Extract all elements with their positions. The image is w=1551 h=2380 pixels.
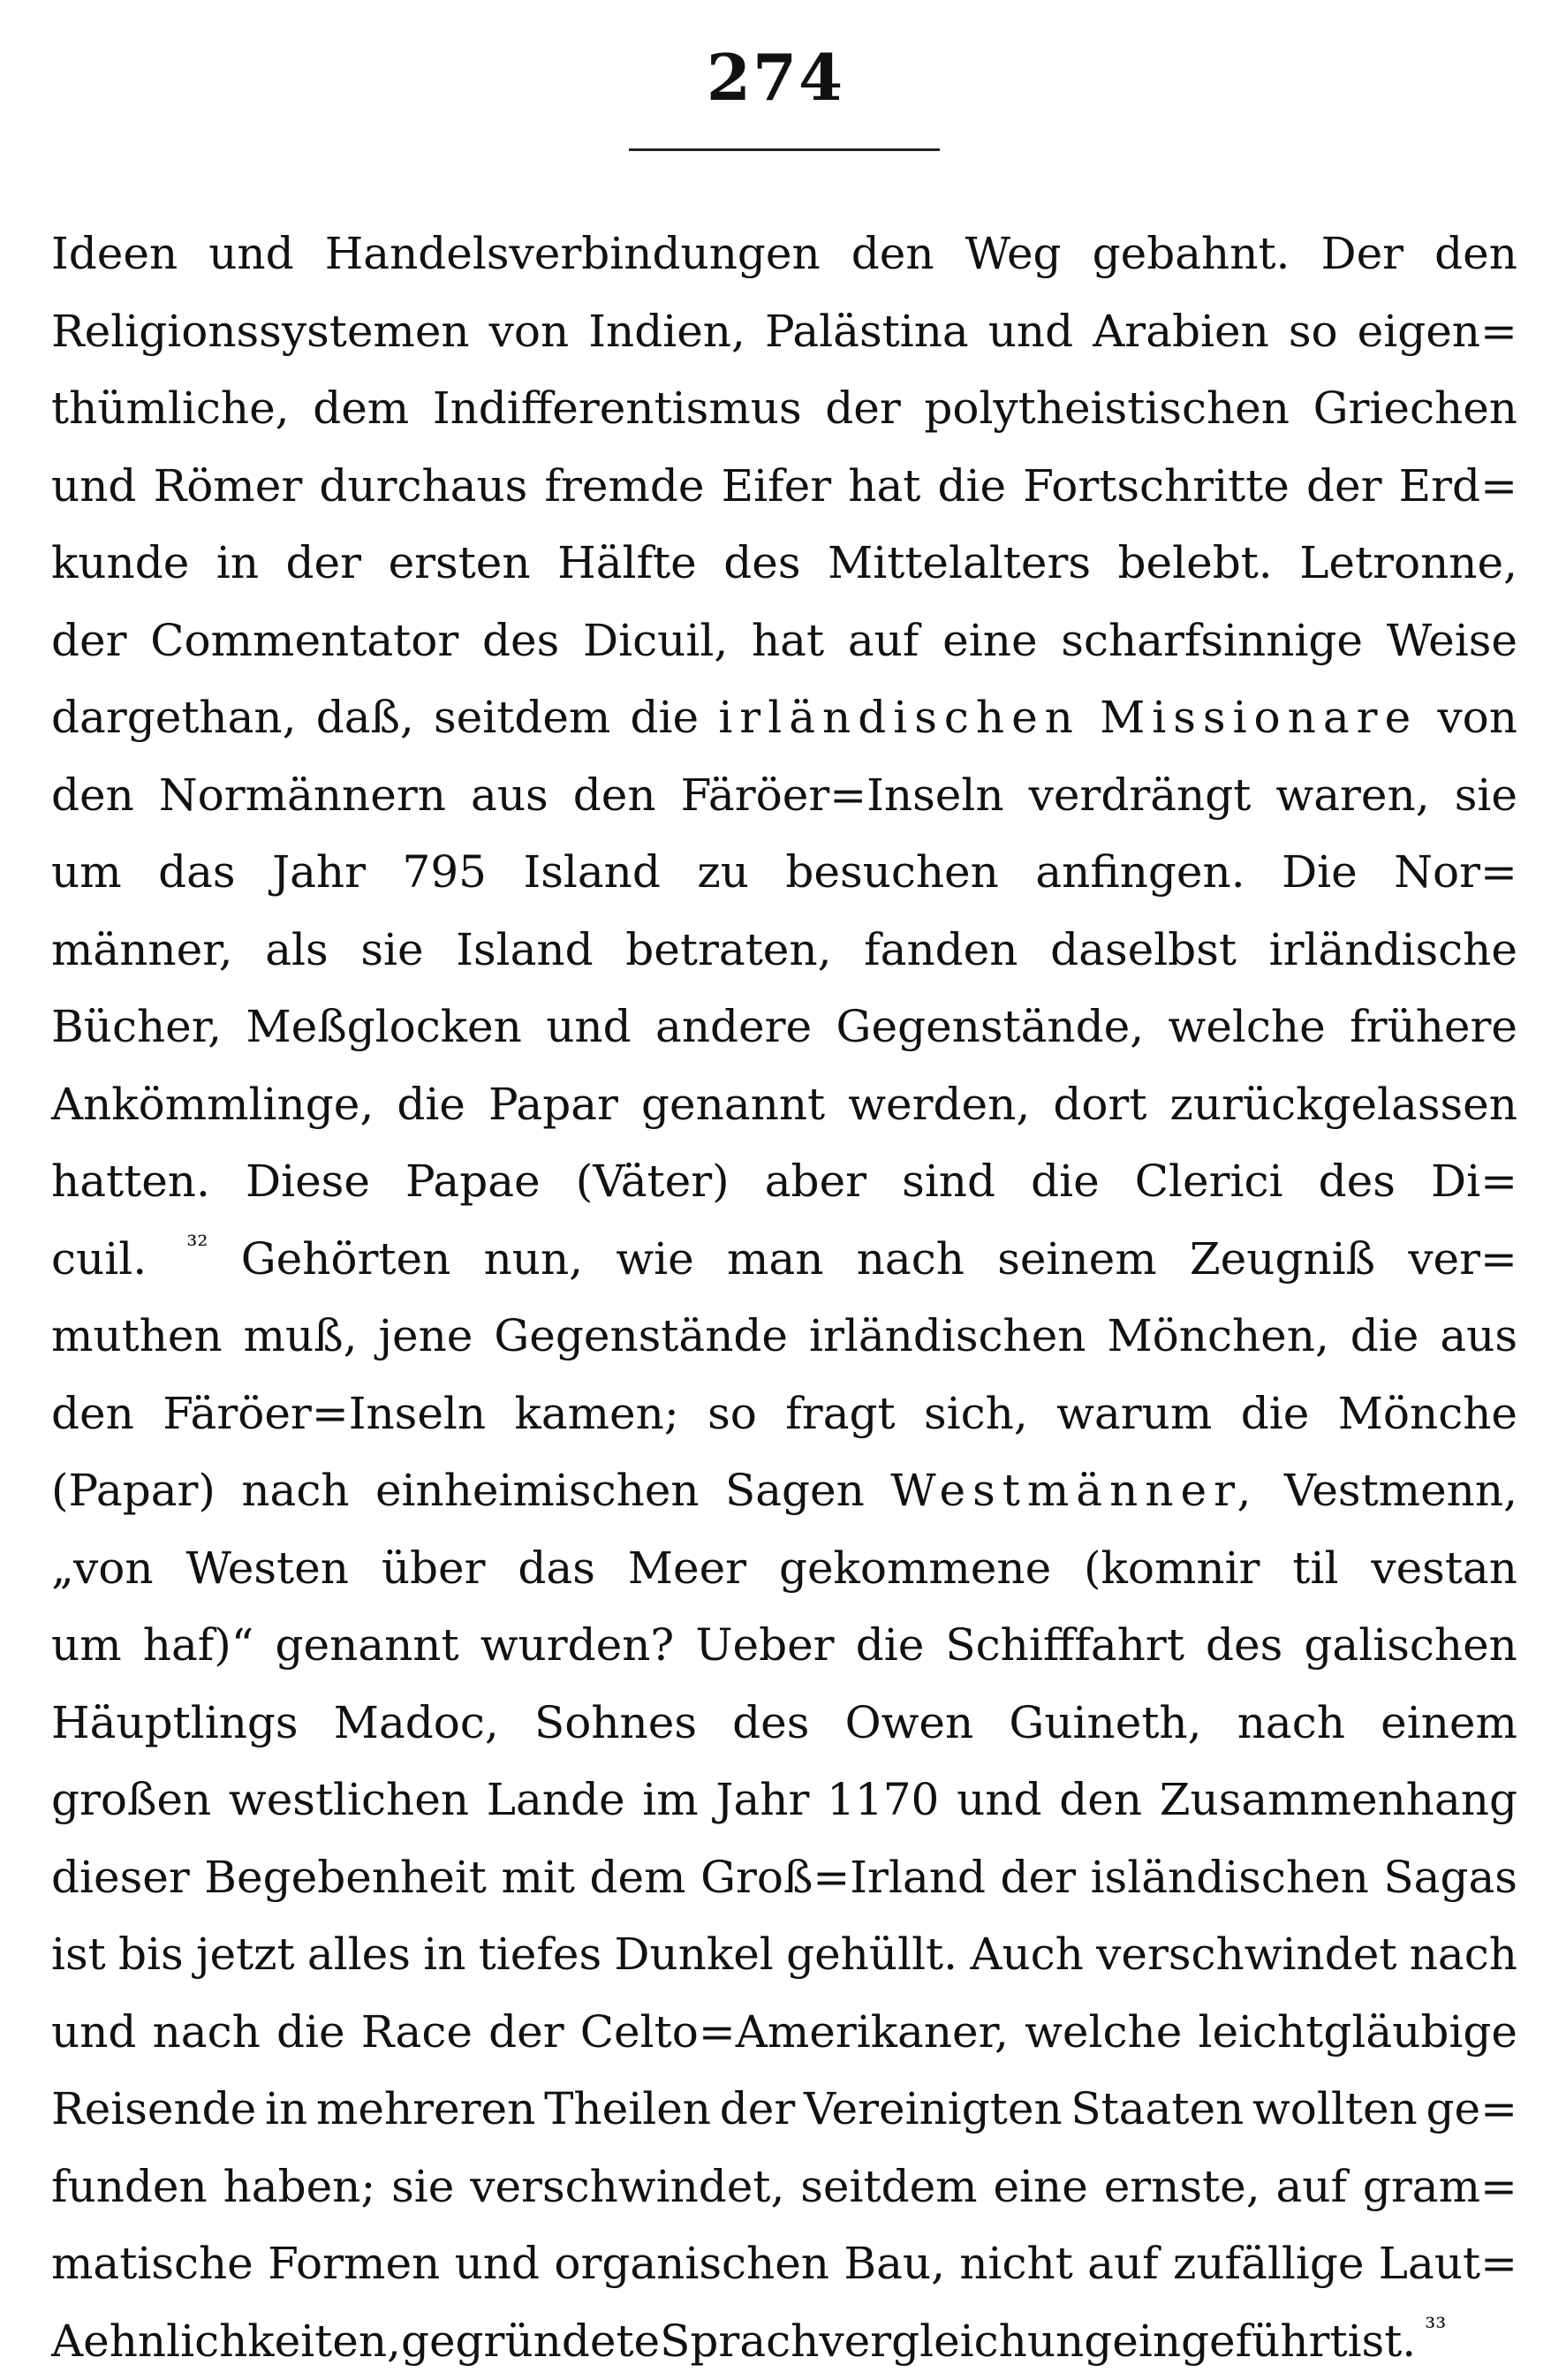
word: zu [697,834,749,912]
word: der [720,2071,796,2149]
word: nach [1410,1916,1517,1994]
word: Letronne, [1299,525,1517,603]
word: in [423,1916,465,1994]
word: Fortschritte [1023,448,1290,526]
word: wurden? [480,1607,675,1685]
word: auf [1275,2149,1347,2226]
text-line [51,1530,1517,1608]
word: Guineth, [1009,1685,1201,1762]
word: fremde [545,448,705,526]
word: auf [1087,2225,1159,2303]
text-line [51,989,1517,1066]
word: nach [1237,1685,1345,1762]
word: wollten [1252,2071,1418,2149]
word: ver= [1408,1221,1517,1299]
word: der [286,525,362,603]
word: das [518,1530,594,1608]
word: und [546,989,631,1066]
word: ge= [1426,2071,1518,2149]
word: die [276,1994,345,2072]
word: Sagen [725,1452,865,1530]
word: den [51,1376,134,1453]
word: Häuptlings [51,1685,299,1762]
word: kamen; [515,1376,679,1453]
word: zurückgelassen [1170,1066,1517,1144]
word: matische [51,2225,253,2303]
word: Normännern [159,757,446,835]
word: Palästina [765,293,969,371]
word: den [851,216,934,293]
word: Mönche [1338,1376,1517,1453]
word: Griechen [1313,370,1517,448]
word: seitdem [800,2149,977,2226]
word: den [1434,216,1517,293]
word: Papar [488,1066,618,1144]
word: Bücher, [51,989,222,1066]
word: 795 [403,834,487,912]
word: Lande [487,1762,625,1839]
word: anfingen. [1035,834,1245,912]
word: Nor= [1394,834,1517,912]
word: „von [51,1530,154,1608]
word: Mönchen, [1107,1298,1328,1376]
word: muß, [244,1298,358,1376]
word: des [1206,1607,1282,1685]
word: um [51,1607,122,1685]
word: andere [655,989,812,1066]
word: der [825,370,901,448]
word: fragt [785,1376,895,1453]
word: vestan [1371,1530,1517,1608]
word: aus [471,757,549,835]
footnote-ref: ³³ [1425,2290,1446,2368]
word: Island [456,912,593,989]
word: Indifferentismus [433,370,802,448]
word: sind [902,1143,995,1221]
word: des [482,603,559,680]
word: irländische [1269,912,1517,989]
word: Diese [246,1143,370,1221]
word: den [51,757,134,835]
word: sie [360,912,423,989]
word: die [397,1066,465,1144]
word: das [158,834,235,912]
word: nach [153,1994,261,2072]
text-line [51,370,1517,448]
word: Madoc, [334,1685,499,1762]
word: westlichen [229,1762,469,1839]
page-number: 274 [0,46,1551,110]
word: Zeugniß [1190,1221,1375,1299]
word: isländischen [1091,1839,1369,1917]
word: und [51,1994,136,2072]
word: leichtgläubige [1198,1994,1517,2072]
word: des [732,1685,809,1762]
word: so [707,1376,757,1453]
word: daß, [316,679,414,757]
word: ersten [389,525,531,603]
text-line [51,1685,1517,1762]
text-line [51,216,1517,293]
word: in [265,2071,307,2149]
word: Mittelalters [828,525,1091,603]
word: auf [848,603,919,680]
word: von [1437,679,1517,757]
word: man [727,1221,823,1299]
word: polytheistischen [924,370,1290,448]
text-line [51,1916,1517,1994]
word: seitdem [434,679,610,757]
word: Sprachvergleichung [660,2303,1112,2380]
word: Vestmenn, [1284,1452,1517,1530]
word: gram= [1363,2149,1517,2226]
word: der [51,603,127,680]
word: die [1031,1143,1100,1221]
word: (Papar) [51,1452,216,1530]
word: Weise [1387,603,1517,680]
word: dem [313,370,409,448]
word: gehüllt. [786,1916,957,1994]
text-line [51,2071,1517,2149]
word: Theilen [544,2071,711,2149]
word: Island [523,834,660,912]
text-line [51,1839,1517,1917]
word: nun, [484,1221,584,1299]
word: dem [590,1839,686,1917]
word: scharfsinnige [1061,603,1363,680]
word: Der [1321,216,1404,293]
word: (komnir [1084,1530,1260,1608]
word: Papae [405,1143,541,1221]
text-line [51,912,1517,989]
word: jene [378,1298,473,1376]
word: Reisende [51,2071,256,2149]
body-text [51,216,1517,2380]
word: Färöer=Inseln [681,757,1004,835]
word: nach [241,1452,349,1530]
word: (Väter) [576,1143,730,1221]
word: galischen [1304,1607,1517,1685]
word: und [988,293,1073,371]
word: betraten, [625,912,831,989]
word: die [938,448,1007,526]
word: Religionssystemen [51,293,470,371]
word: werden, [848,1066,1030,1144]
word: dargethan, [51,679,297,757]
word: dort [1053,1066,1146,1144]
word: sich, [924,1376,1028,1453]
word: als [265,912,328,989]
word: cuil. [51,1221,147,1299]
text-line [51,1298,1517,1376]
word: besuchen [785,834,998,912]
word: warum [1056,1376,1212,1453]
word: ernste, [1104,2149,1260,2226]
word: seinem [997,1221,1156,1299]
word: verschwindet, [470,2149,784,2226]
word: aber [765,1143,866,1221]
word: jetzt [196,1916,295,1994]
word: Owen [845,1685,974,1762]
word: Jahr [272,834,366,912]
word: Aehnlichkeiten, [51,2303,401,2380]
word: von [489,293,570,371]
word: haben; [223,2149,376,2226]
word: Meer [628,1530,746,1608]
word: Begebenheit [204,1839,487,1917]
word: Hälfte [557,525,697,603]
word: fanden [864,912,1018,989]
word: großen [51,1762,211,1839]
word: durchaus [319,448,527,526]
word: und [51,448,136,526]
word: die [856,1607,925,1685]
word: eingeführt [1112,2303,1347,2380]
text-line [51,679,1517,757]
word: mehreren [316,2071,535,2149]
word: so [1289,293,1338,371]
text-line [51,1994,1517,2072]
word: thümliche, [51,370,290,448]
word: Missionare [1100,679,1418,757]
word: die [631,679,700,757]
word: der [1001,1839,1077,1917]
word: tiefes [479,1916,601,1994]
word: waren, [1275,757,1429,835]
word: Vereinigten [804,2071,1063,2149]
word: welche [1025,1994,1182,2072]
word: über [382,1530,486,1608]
text-line [51,2225,1517,2303]
word: den [573,757,656,835]
word: und [208,216,293,293]
text-line [51,2303,1517,2380]
word: Schifffahrt [945,1607,1184,1685]
word: Gegenstände, [836,989,1145,1066]
text-line [51,1066,1517,1144]
word: Gehörten [241,1221,451,1299]
word: den [1059,1762,1142,1839]
word: die [1241,1376,1310,1453]
word: ist [51,1916,106,1994]
word: haf)“ [143,1607,254,1685]
footnote-ref: ³² [186,1208,208,1285]
word: irländischen [718,679,1080,757]
word: Meßglocken [246,989,521,1066]
word: Jahr [715,1762,809,1839]
text-line [51,834,1517,912]
word: Gegenstände [494,1298,788,1376]
word: Sohnes [534,1685,697,1762]
word: eine [942,603,1037,680]
word: aus [1440,1298,1517,1376]
word: til [1292,1530,1338,1608]
word: Di= [1431,1143,1517,1221]
word: des [723,525,800,603]
word: genannt [641,1066,825,1144]
word: und [957,1762,1041,1839]
word: hatten. [51,1143,210,1221]
word: sie [1455,757,1517,835]
text-line [51,2149,1517,2226]
word: funden [51,2149,208,2226]
word: Römer [154,448,303,526]
word: Groß=Irland [700,1839,986,1917]
word: muthen [51,1298,223,1376]
word: zufällige [1173,2225,1364,2303]
word: Indien, [588,293,745,371]
word: Arabien [1093,293,1269,371]
word: welche [1169,989,1326,1066]
word: frühere [1350,989,1517,1066]
word: daselbst [1050,912,1237,989]
word: Färöer=Inseln [163,1376,486,1453]
text-line [51,1376,1517,1453]
text-line [51,1607,1517,1685]
text-line [51,293,1517,371]
text-line [51,1221,1517,1299]
word: genannt [275,1607,458,1685]
word: Die [1282,834,1358,912]
word: Ideen [51,216,178,293]
word: mit [501,1839,575,1917]
word: in [216,525,259,603]
word: der [488,1994,564,2072]
word: belebt. [1118,525,1273,603]
text-line [51,1762,1517,1839]
word: nicht [959,2225,1073,2303]
word: Weg [965,216,1062,293]
word: hat [848,448,920,526]
word: um [51,834,122,912]
word: Sagas [1383,1839,1517,1917]
word: Laut= [1379,2225,1517,2303]
word: bis [118,1916,184,1994]
word: Handelsverbindungen [325,216,821,293]
word: Celto=Amerikaner, [580,1994,1009,2072]
word: Staaten [1071,2071,1244,2149]
word: Erd= [1399,448,1517,526]
word: Ueber [695,1607,834,1685]
word: dieser [51,1839,190,1917]
word: des [1319,1143,1396,1221]
word: verdrängt [1029,757,1252,835]
word: der [1306,448,1382,526]
word: kunde [51,525,189,603]
word: gegründete [401,2303,660,2380]
word: Clerici [1135,1143,1283,1221]
word: gekommene [779,1530,1051,1608]
word: organischen [554,2225,829,2303]
word: wie [616,1221,693,1299]
word: Dicuil, [583,603,728,680]
word: Race [361,1994,473,2072]
text-line [51,603,1517,680]
text-line [51,448,1517,526]
text-line [51,525,1517,603]
word: Zusammenhang [1160,1762,1517,1839]
header-rule [629,148,940,151]
word: im [642,1762,698,1839]
word: eine [993,2149,1087,2226]
word: hat [752,603,824,680]
word: verschwindet [1096,1916,1396,1994]
word: Formen [268,2225,440,2303]
text-line [51,1143,1517,1221]
word: und [455,2225,540,2303]
word: einheimischen [375,1452,700,1530]
word: 1170 [827,1762,939,1839]
word: eigen= [1358,293,1517,371]
text-line [51,1452,1517,1530]
word: nach [857,1221,965,1299]
word: männer, [51,912,233,989]
word: Bau, [844,2225,945,2303]
word: ist. [1348,2303,1417,2380]
word: Auch [970,1916,1084,1994]
word: Ankömmlinge, [51,1066,374,1144]
word: Dunkel [614,1916,773,1994]
word: Westen [185,1530,348,1608]
word: einem [1381,1685,1517,1762]
word: Westmänner, [890,1452,1258,1530]
word: Eifer [722,448,832,526]
word: Commentator [150,603,458,680]
word: gebahnt. [1093,216,1290,293]
text-line [51,757,1517,835]
word: irländischen [809,1298,1086,1376]
word: die [1351,1298,1419,1376]
word: sie [391,2149,454,2226]
word: alles [307,1916,411,1994]
